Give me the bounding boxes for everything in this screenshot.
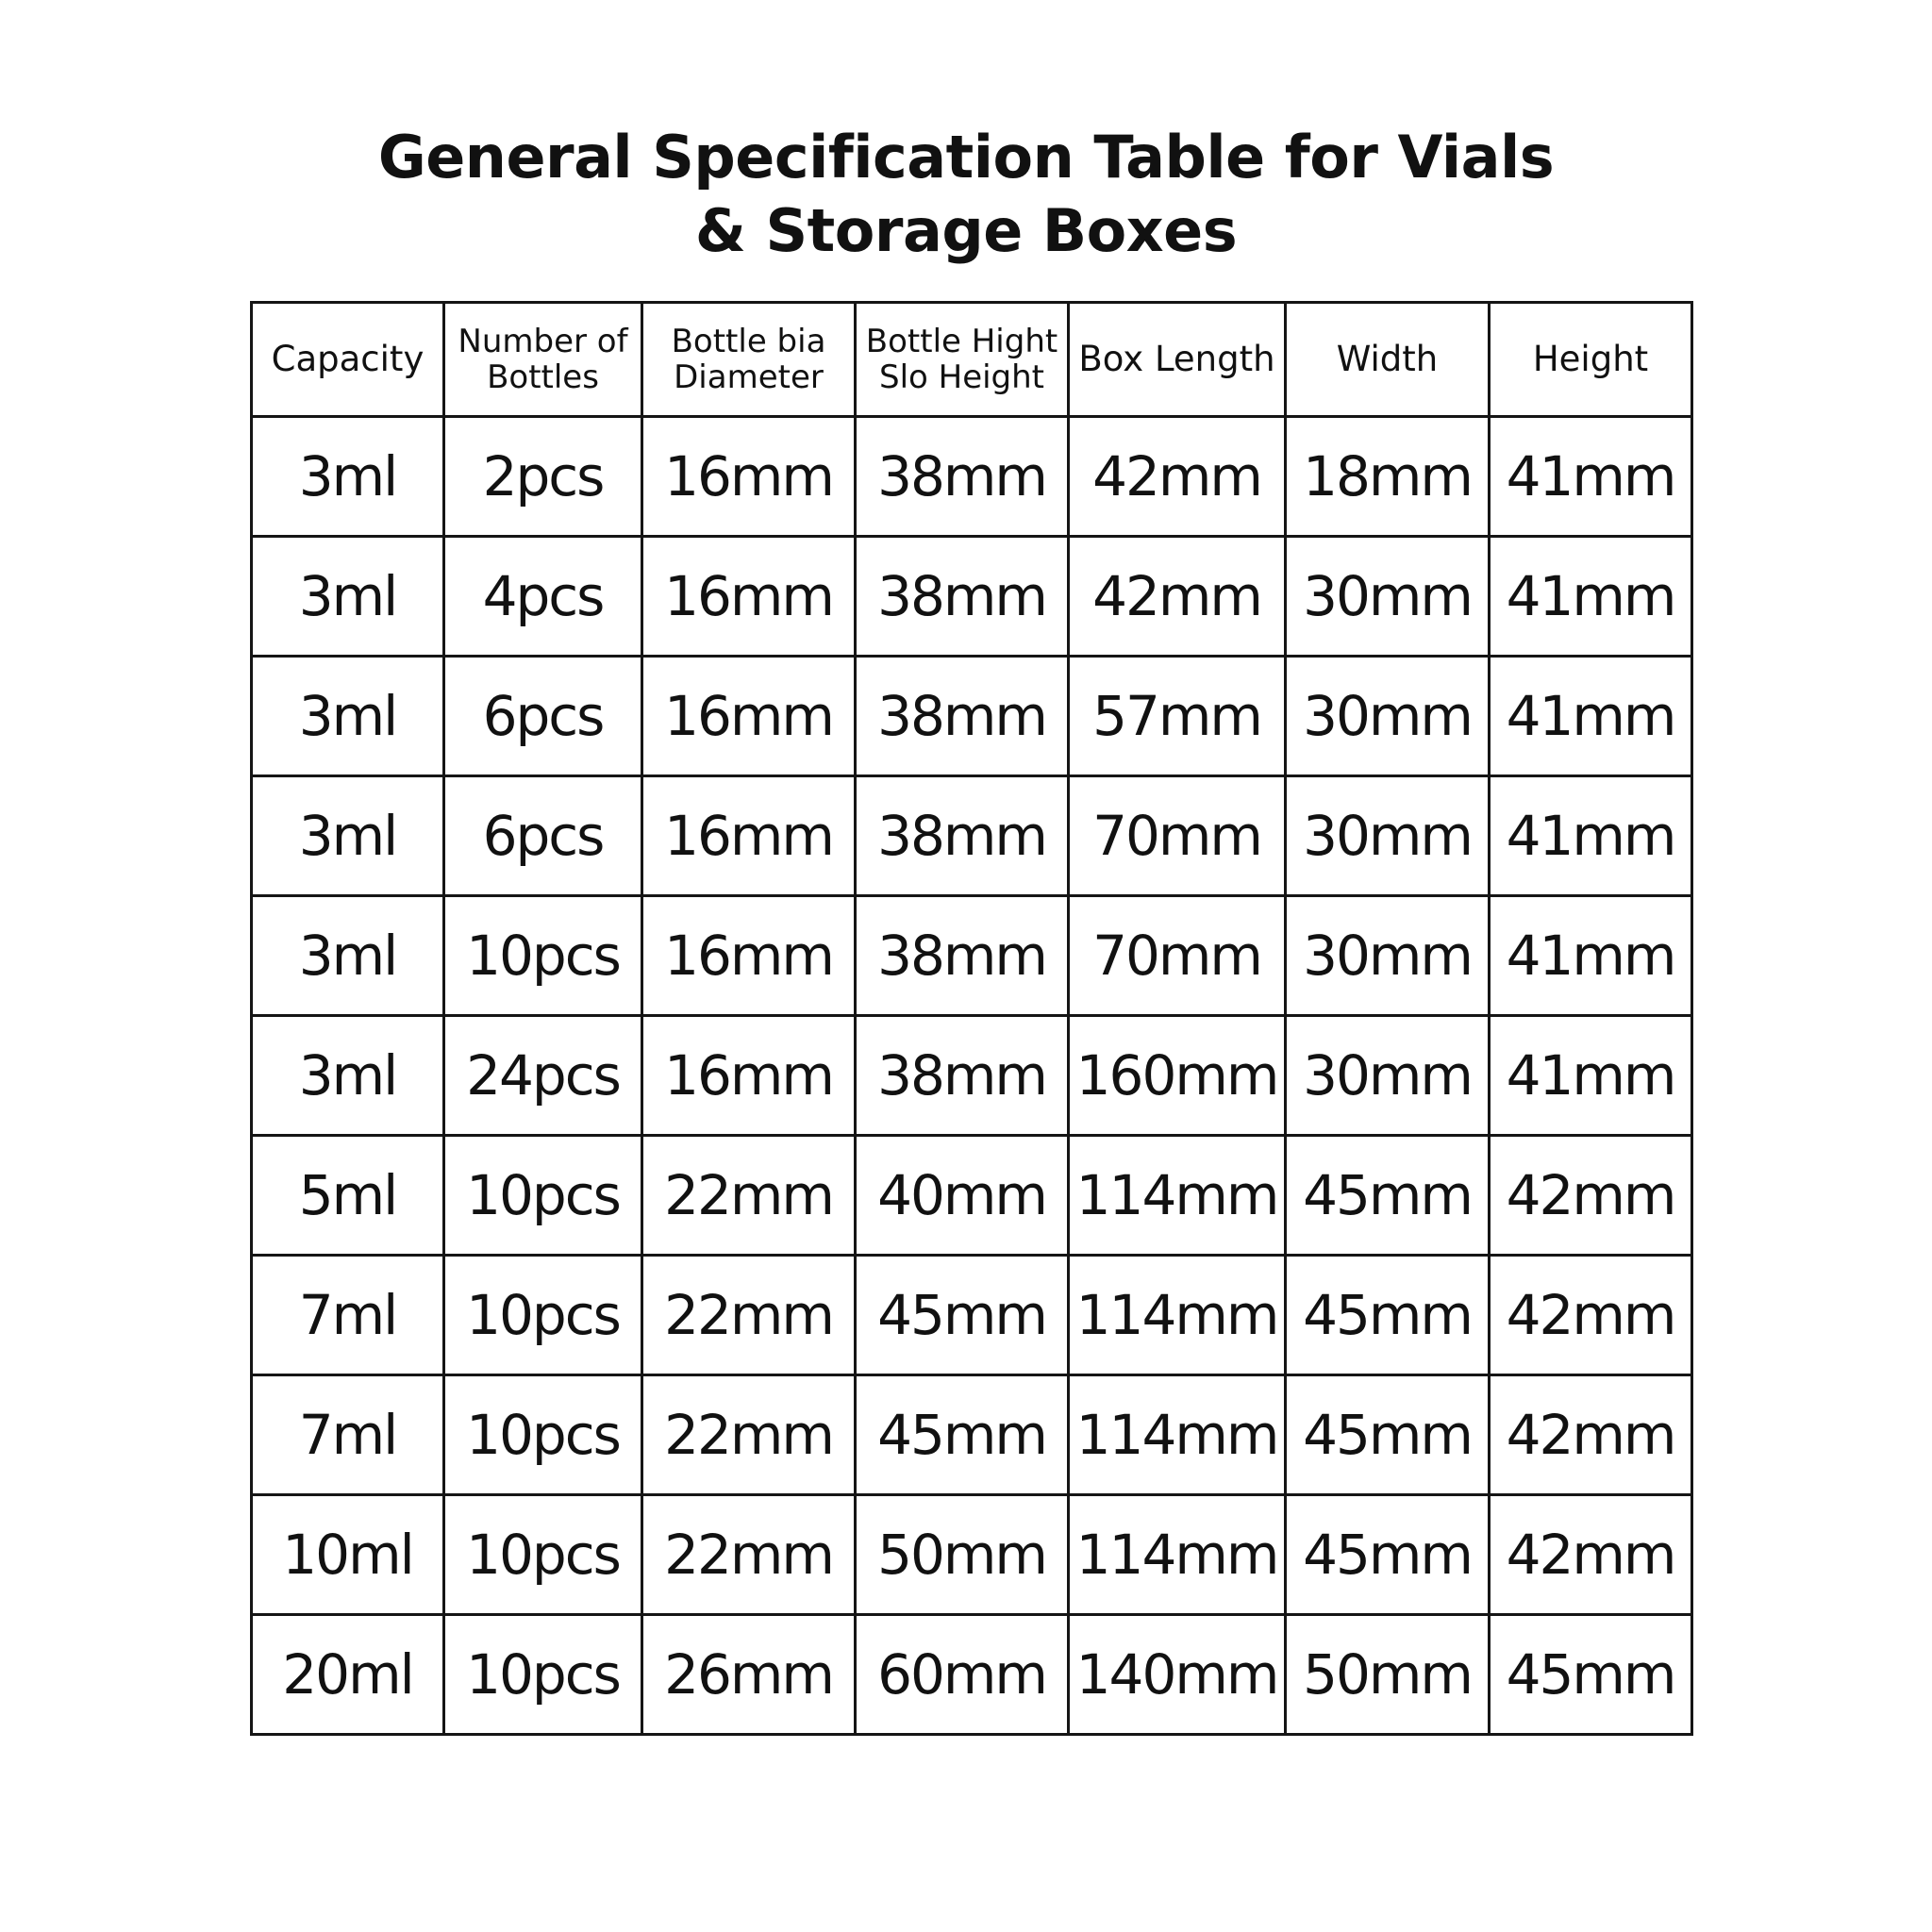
cell-bottle-diameter: 16mm bbox=[642, 896, 856, 1016]
cell-box-length: 160mm bbox=[1069, 1016, 1286, 1136]
cell-width: 45mm bbox=[1286, 1375, 1490, 1495]
cell-height: 42mm bbox=[1490, 1256, 1692, 1375]
cell-bottle-height: 38mm bbox=[856, 657, 1069, 776]
table-header bbox=[252, 303, 1692, 417]
cell-bottle-diameter: 16mm bbox=[642, 1016, 856, 1136]
cell-width: 30mm bbox=[1286, 896, 1490, 1016]
header-label-line-2: Diameter bbox=[674, 358, 824, 396]
cell-capacity: 7ml bbox=[252, 1375, 444, 1495]
cell-height: 45mm bbox=[1490, 1615, 1692, 1735]
cell-height: 42mm bbox=[1490, 1495, 1692, 1615]
cell-bottle-height: 38mm bbox=[856, 776, 1069, 896]
header-label: Height bbox=[1532, 339, 1649, 379]
cell-bottle-height: 60mm bbox=[856, 1615, 1069, 1735]
cell-box-length: 70mm bbox=[1069, 776, 1286, 896]
header-box-length bbox=[1069, 303, 1286, 417]
header-label-line-2: Slo Height bbox=[878, 358, 1045, 396]
cell-number-of-bottles: 10pcs bbox=[444, 896, 642, 1016]
cell-box-length: 42mm bbox=[1069, 537, 1286, 657]
cell-bottle-height: 45mm bbox=[856, 1256, 1069, 1375]
cell-width: 30mm bbox=[1286, 537, 1490, 657]
cell-bottle-diameter: 22mm bbox=[642, 1136, 856, 1256]
cell-height: 41mm bbox=[1490, 657, 1692, 776]
header-capacity bbox=[252, 303, 444, 417]
header-bottle-height bbox=[856, 303, 1069, 417]
header-label-line-2: Bottles bbox=[487, 358, 599, 396]
header-label: Bottle Hight bbox=[865, 323, 1058, 360]
header-bottle-diameter bbox=[642, 303, 856, 417]
cell-box-length: 114mm bbox=[1069, 1256, 1286, 1375]
table-row bbox=[252, 417, 1692, 537]
cell-capacity: 3ml bbox=[252, 417, 444, 537]
cell-number-of-bottles: 4pcs bbox=[444, 537, 642, 657]
cell-number-of-bottles: 10pcs bbox=[444, 1495, 642, 1615]
cell-bottle-diameter: 16mm bbox=[642, 537, 856, 657]
cell-number-of-bottles: 6pcs bbox=[444, 657, 642, 776]
cell-bottle-diameter: 26mm bbox=[642, 1615, 856, 1735]
cell-number-of-bottles: 24pcs bbox=[444, 1016, 642, 1136]
cell-bottle-height: 50mm bbox=[856, 1495, 1069, 1615]
header-label: Box Length bbox=[1078, 339, 1275, 379]
cell-box-length: 42mm bbox=[1069, 417, 1286, 537]
cell-box-length: 114mm bbox=[1069, 1375, 1286, 1495]
cell-number-of-bottles: 10pcs bbox=[444, 1136, 642, 1256]
table-body bbox=[252, 417, 1692, 1735]
cell-bottle-height: 38mm bbox=[856, 537, 1069, 657]
table-row bbox=[252, 657, 1692, 776]
cell-height: 42mm bbox=[1490, 1136, 1692, 1256]
title-line-2: & Storage Boxes bbox=[694, 196, 1238, 265]
cell-width: 50mm bbox=[1286, 1615, 1490, 1735]
cell-box-length: 114mm bbox=[1069, 1495, 1286, 1615]
cell-bottle-diameter: 16mm bbox=[642, 657, 856, 776]
cell-box-length: 70mm bbox=[1069, 896, 1286, 1016]
cell-number-of-bottles: 10pcs bbox=[444, 1256, 642, 1375]
table-row bbox=[252, 537, 1692, 657]
table-row bbox=[252, 776, 1692, 896]
cell-number-of-bottles: 10pcs bbox=[444, 1375, 642, 1495]
cell-height: 41mm bbox=[1490, 776, 1692, 896]
cell-bottle-diameter: 16mm bbox=[642, 417, 856, 537]
cell-bottle-height: 45mm bbox=[856, 1375, 1069, 1495]
cell-bottle-height: 40mm bbox=[856, 1136, 1069, 1256]
cell-width: 45mm bbox=[1286, 1256, 1490, 1375]
cell-capacity: 3ml bbox=[252, 776, 444, 896]
cell-height: 41mm bbox=[1490, 537, 1692, 657]
table-row bbox=[252, 896, 1692, 1016]
cell-height: 41mm bbox=[1490, 1016, 1692, 1136]
cell-width: 30mm bbox=[1286, 776, 1490, 896]
header-row bbox=[252, 303, 1692, 417]
cell-height: 42mm bbox=[1490, 1375, 1692, 1495]
table-row bbox=[252, 1495, 1692, 1615]
cell-width: 30mm bbox=[1286, 1016, 1490, 1136]
cell-capacity: 10ml bbox=[252, 1495, 444, 1615]
header-number-of-bottles bbox=[444, 303, 642, 417]
cell-height: 41mm bbox=[1490, 896, 1692, 1016]
cell-capacity: 3ml bbox=[252, 896, 444, 1016]
page-title bbox=[0, 121, 1932, 268]
table-row bbox=[252, 1016, 1692, 1136]
cell-capacity: 3ml bbox=[252, 657, 444, 776]
cell-number-of-bottles: 6pcs bbox=[444, 776, 642, 896]
cell-width: 45mm bbox=[1286, 1495, 1490, 1615]
cell-bottle-diameter: 22mm bbox=[642, 1495, 856, 1615]
cell-bottle-diameter: 22mm bbox=[642, 1256, 856, 1375]
cell-capacity: 3ml bbox=[252, 1016, 444, 1136]
cell-bottle-diameter: 16mm bbox=[642, 776, 856, 896]
cell-height: 41mm bbox=[1490, 417, 1692, 537]
table-row bbox=[252, 1615, 1692, 1735]
table-row bbox=[252, 1375, 1692, 1495]
cell-capacity: 7ml bbox=[252, 1256, 444, 1375]
cell-bottle-height: 38mm bbox=[856, 896, 1069, 1016]
header-label: Width bbox=[1336, 339, 1439, 379]
table-row bbox=[252, 1256, 1692, 1375]
title-line-1: General Specification Table for Vials bbox=[377, 123, 1555, 192]
header-label: Bottle bia bbox=[671, 323, 826, 360]
header-width bbox=[1286, 303, 1490, 417]
cell-width: 30mm bbox=[1286, 657, 1490, 776]
table-row bbox=[252, 1136, 1692, 1256]
cell-number-of-bottles: 2pcs bbox=[444, 417, 642, 537]
header-height bbox=[1490, 303, 1692, 417]
cell-number-of-bottles: 10pcs bbox=[444, 1615, 642, 1735]
cell-bottle-height: 38mm bbox=[856, 1016, 1069, 1136]
cell-bottle-height: 38mm bbox=[856, 417, 1069, 537]
header-label: Capacity bbox=[271, 339, 425, 379]
cell-width: 45mm bbox=[1286, 1136, 1490, 1256]
cell-capacity: 3ml bbox=[252, 537, 444, 657]
spec-table bbox=[250, 301, 1693, 1736]
cell-box-length: 114mm bbox=[1069, 1136, 1286, 1256]
cell-width: 18mm bbox=[1286, 417, 1490, 537]
cell-capacity: 20ml bbox=[252, 1615, 444, 1735]
cell-capacity: 5ml bbox=[252, 1136, 444, 1256]
cell-box-length: 140mm bbox=[1069, 1615, 1286, 1735]
cell-box-length: 57mm bbox=[1069, 657, 1286, 776]
header-label: Number of bbox=[458, 323, 628, 360]
cell-bottle-diameter: 22mm bbox=[642, 1375, 856, 1495]
